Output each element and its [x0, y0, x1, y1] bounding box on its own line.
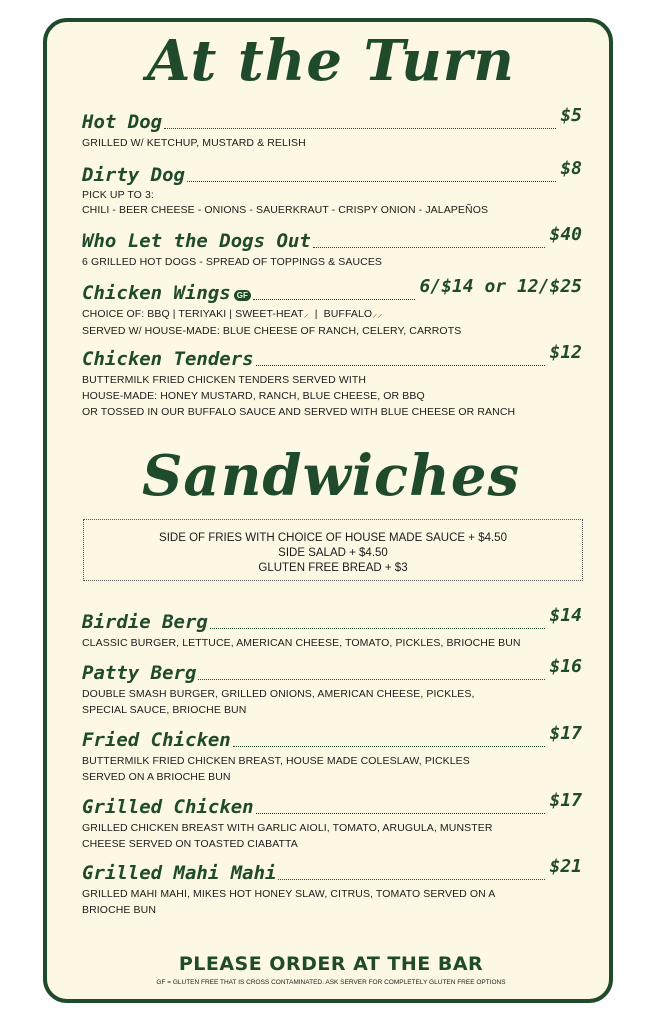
item-price: $40 — [549, 224, 582, 245]
item-price: $5 — [560, 105, 582, 126]
leader-dots — [253, 299, 416, 300]
leader-dots — [187, 181, 556, 182]
item-price: $21 — [549, 856, 582, 877]
item-price: $14 — [549, 605, 582, 626]
item-description: GRILLED W/ KETCHUP, MUSTARD & RELISH — [82, 137, 306, 149]
gluten-free-footnote: GF = GLUTEN FREE THAT IS CROSS CONTAMINATED. ASK SERVER FOR COMPLETELY GLUTEN FREE OPTIONS — [156, 979, 506, 986]
item-name: Fried Chicken — [82, 729, 231, 751]
item-price: $16 — [549, 656, 582, 677]
side-option: SIDE SALAD + $4.50 — [278, 547, 388, 559]
item-options: CHOICE OF: BBQ | TERIYAKI | SWEET-HEAT⸝ | BUFFALO⸝⸝ — [82, 308, 383, 320]
menu-item-chicken-tenders — [82, 344, 582, 420]
item-price: 6/$14 or 12/$25 — [419, 276, 582, 297]
item-price: $17 — [549, 723, 582, 744]
menu-item-patty-berg — [82, 658, 582, 718]
section-title-at-the-turn: At the Turn — [147, 28, 515, 94]
gluten-free-badge: GF — [234, 290, 251, 301]
buffalo-option: BUFFALO — [323, 308, 373, 320]
item-name: Chicken Tenders — [82, 348, 254, 370]
menu-item-hot-dog — [82, 107, 582, 151]
item-description: BUTTERMILK FRIED CHICKEN BREAST, HOUSE MADE COLESLAW, PICKLES — [82, 755, 470, 767]
item-description: BUTTERMILK FRIED CHICKEN TENDERS SERVED WITH — [82, 374, 367, 386]
side-option: SIDE OF FRIES WITH CHOICE OF HOUSE MADE SAUCE + $4.50 — [159, 532, 507, 544]
section-title-sandwiches: Sandwiches — [141, 443, 521, 509]
item-description: SERVED ON A BRIOCHE BUN — [82, 771, 231, 783]
item-description: DOUBLE SMASH BURGER, GRILLED ONIONS, AMERICAN CHEESE, PICKLES, — [82, 688, 475, 700]
item-description: PICK UP TO 3: — [82, 189, 154, 201]
item-price: $8 — [560, 158, 582, 179]
item-description: 6 GRILLED HOT DOGS - SPREAD OF TOPPINGS & SAUCES — [82, 256, 383, 268]
item-name: Grilled Mahi Mahi — [82, 862, 277, 884]
item-name: Dirty Dog — [82, 164, 185, 186]
wing-sauce-options: CHOICE OF: BBQ | TERIYAKI | SWEET-HEAT — [82, 308, 304, 320]
menu-item-grilled-mahi-mahi — [82, 858, 582, 918]
item-description: CLASSIC BURGER, LETTUCE, AMERICAN CHEESE, TOMATO, PICKLES, BRIOCHE BUN — [82, 637, 521, 649]
leader-dots — [210, 628, 546, 629]
item-description: SERVED W/ HOUSE-MADE: BLUE CHEESE OF RANCH, CELERY, CARROTS — [82, 325, 462, 337]
item-name: Chicken Wings — [82, 282, 231, 304]
item-name: Hot Dog — [82, 111, 163, 133]
item-name: Grilled Chicken — [82, 796, 254, 818]
menu-item-birdie-berg — [82, 607, 582, 651]
item-description: BRIOCHE BUN — [82, 904, 157, 916]
leader-dots — [256, 365, 546, 366]
leader-dots — [233, 746, 546, 747]
item-name: Birdie Berg — [82, 611, 208, 633]
sides-box — [83, 519, 583, 581]
item-description: CHILI - BEER CHEESE - ONIONS - SAUERKRAUT - CRISPY ONION - JALAPEÑOS — [82, 204, 489, 216]
item-description: GRILLED MAHI MAHI, MIKES HOT HONEY SLAW, CITRUS, TOMATO SERVED ON A — [82, 888, 496, 900]
item-description: HOUSE-MADE: HONEY MUSTARD, RANCH, BLUE CHEESE, OR BBQ — [82, 390, 425, 402]
item-description: SPECIAL SAUCE, BRIOCHE BUN — [82, 704, 247, 716]
item-price: $12 — [549, 342, 582, 363]
leader-dots — [164, 128, 556, 129]
leader-dots — [313, 247, 546, 248]
item-description: CHEESE SERVED ON TOASTED CIABATTA — [82, 838, 298, 850]
chili-pepper-icon: ⸝⸝ — [372, 309, 383, 320]
menu-item-chicken-wings — [82, 278, 582, 339]
leader-dots — [278, 879, 545, 880]
menu-item-dirty-dog — [82, 160, 582, 218]
item-description: OR TOSSED IN OUR BUFFALO SAUCE AND SERVED WITH BLUE CHEESE OR RANCH — [82, 406, 516, 418]
menu-item-who-let-the-dogs-out — [82, 226, 582, 270]
item-name: Patty Berg — [82, 662, 197, 684]
chili-pepper-icon: ⸝ — [303, 309, 309, 320]
order-at-bar-notice: PLEASE ORDER AT THE BAR — [178, 953, 484, 975]
leader-dots — [198, 679, 545, 680]
menu-item-grilled-chicken — [82, 792, 582, 852]
leader-dots — [256, 813, 546, 814]
item-description: GRILLED CHICKEN BREAST WITH GARLIC AIOLI, TOMATO, ARUGULA, MUNSTER — [82, 822, 493, 834]
item-price: $17 — [549, 790, 582, 811]
side-option: GLUTEN FREE BREAD + $3 — [258, 562, 408, 574]
item-name: Who Let the Dogs Out — [82, 230, 311, 252]
menu-item-fried-chicken — [82, 725, 582, 785]
